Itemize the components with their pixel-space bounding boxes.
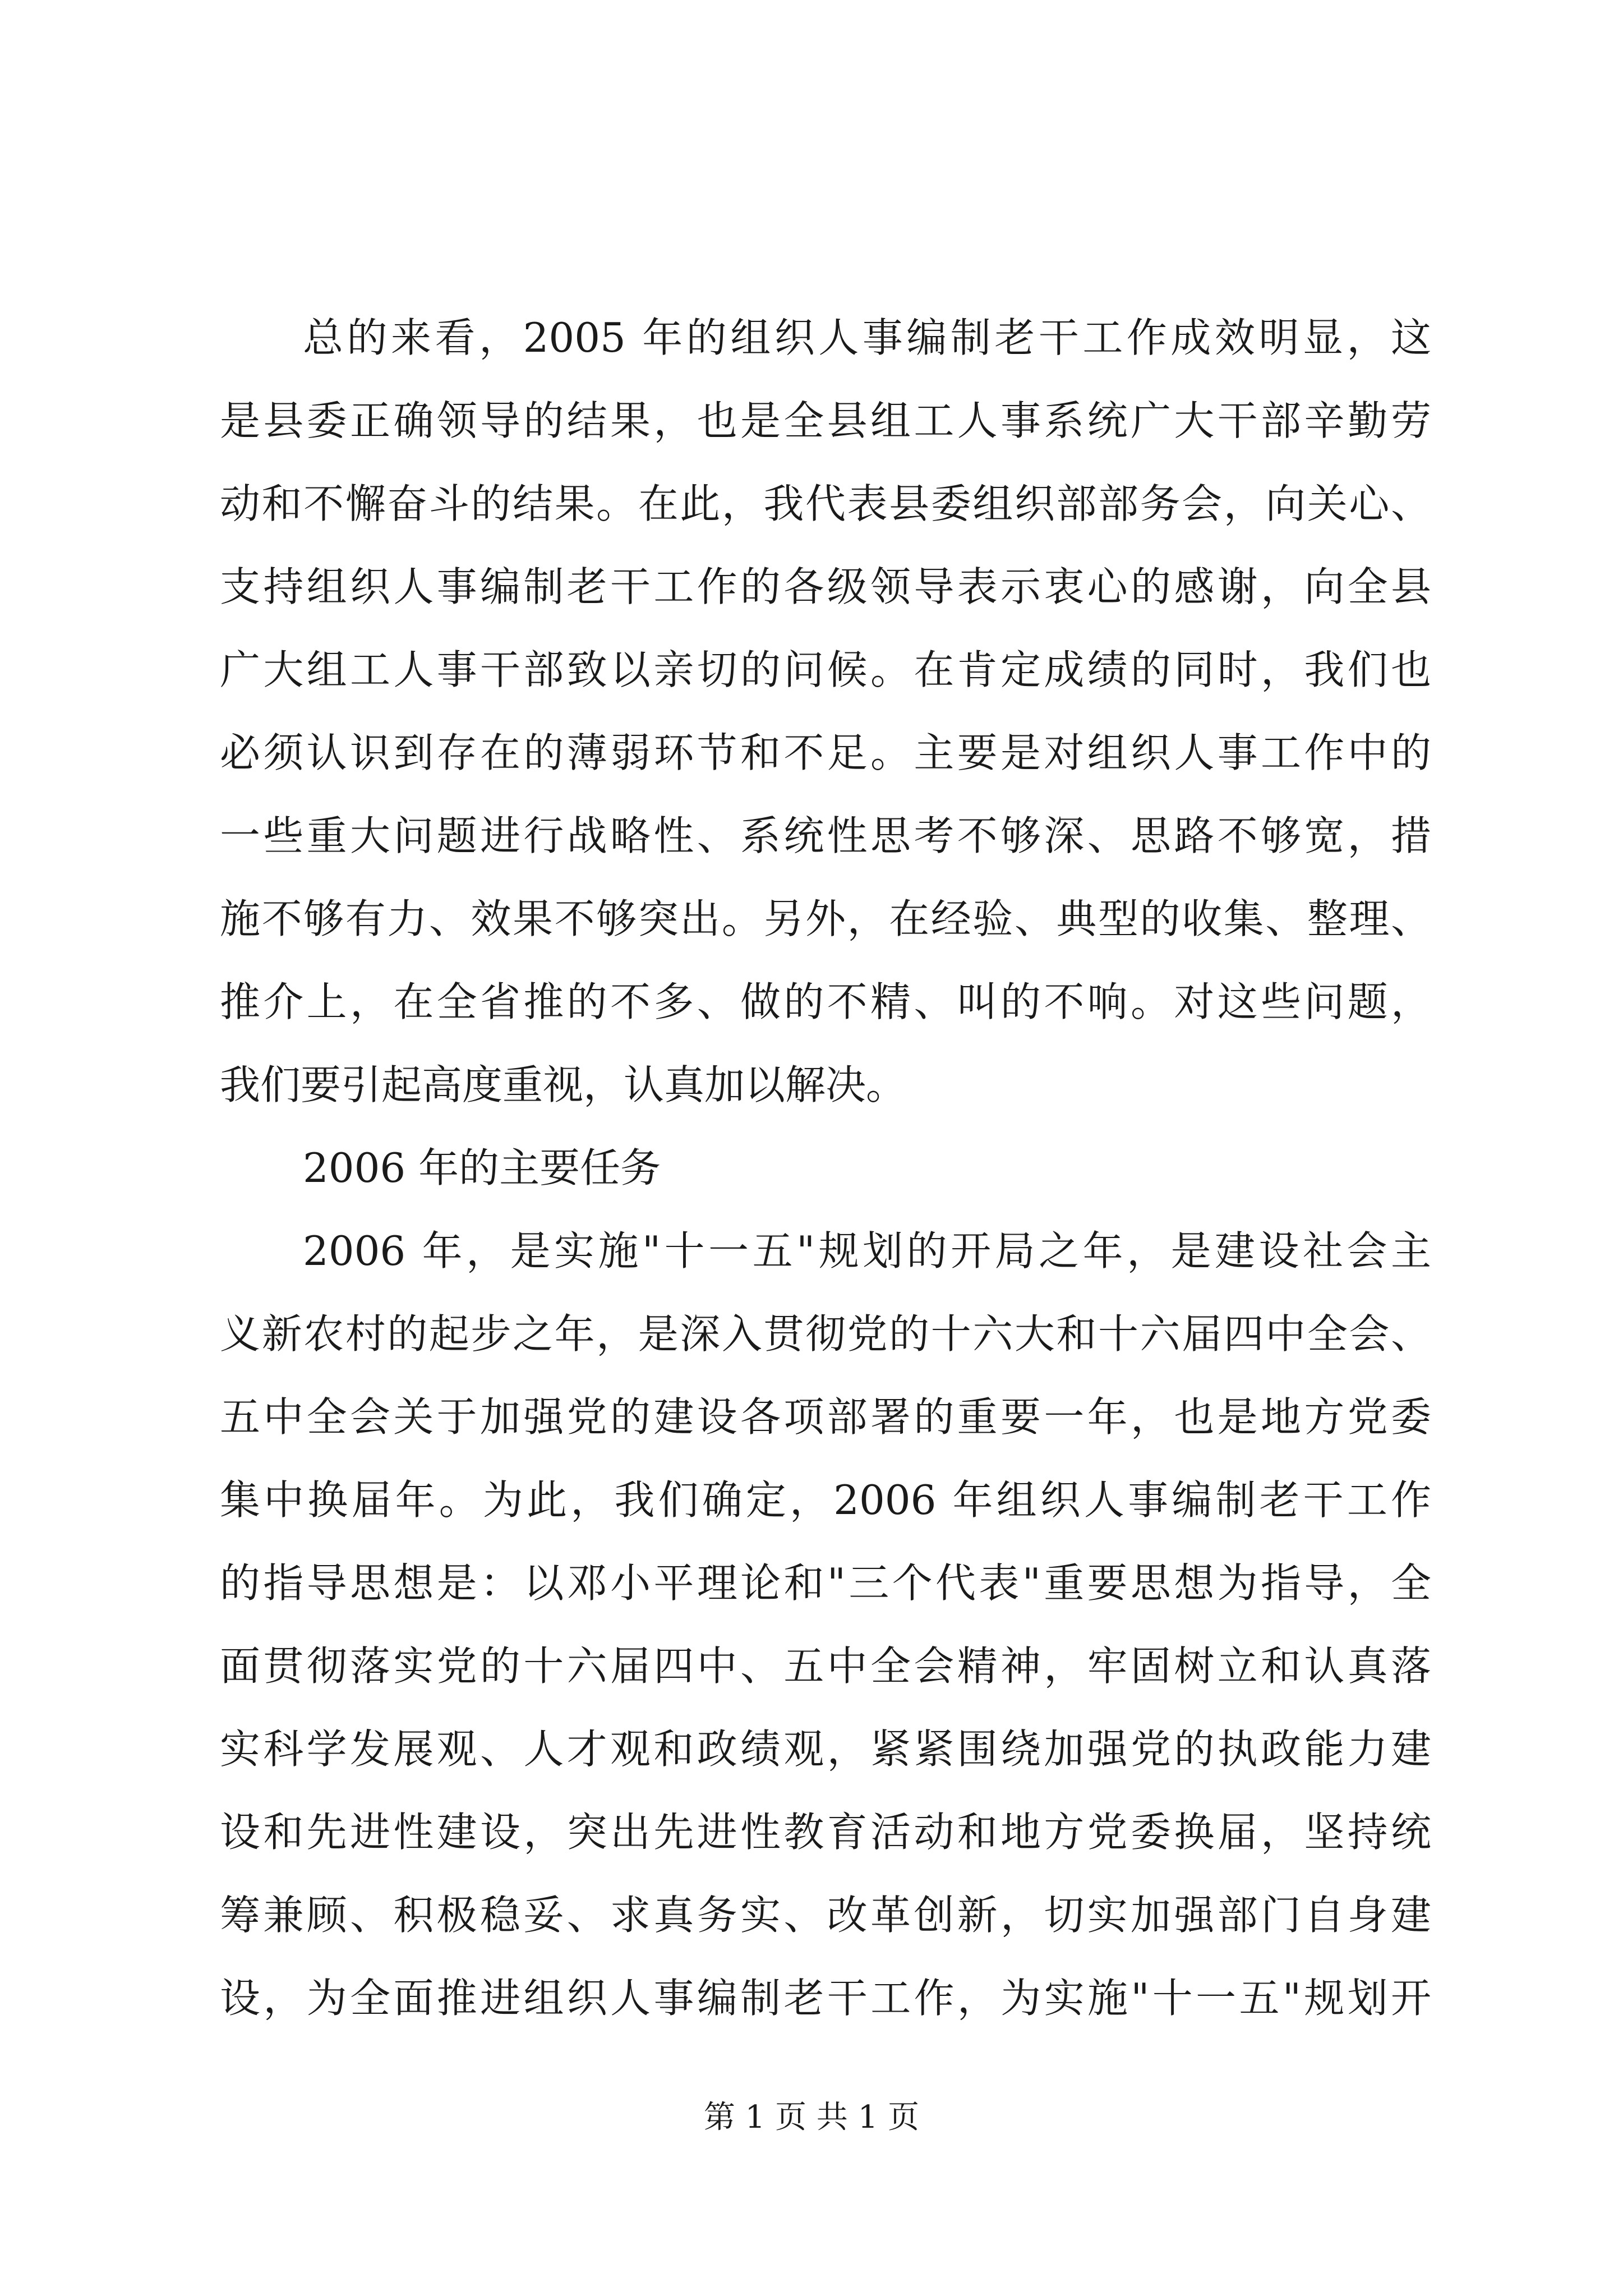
paragraph-line: 实科学发展观、人才观和政绩观，紧紧围绕加强党的执政能力建 bbox=[220, 1726, 1431, 1773]
paragraph-line: 我们要引起高度重视，认真加以解决。 bbox=[220, 1061, 907, 1108]
paragraph-line: 支持组织人事编制老干工作的各级领导表示衷心的感谢，向全县 bbox=[220, 563, 1431, 610]
paragraph-line: 设和先进性建设，突出先进性教育活动和地方党委换届，坚持统 bbox=[220, 1809, 1431, 1856]
page-number-footer: 第 1 页 共 1 页 bbox=[703, 2099, 920, 2136]
paragraph-line: 动和不懈奋斗的结果。在此，我代表县委组织部部务会，向关心、 bbox=[220, 480, 1431, 527]
paragraph-line: 是县委正确领导的结果，也是全县组工人事系统广大干部辛勤劳 bbox=[220, 397, 1431, 444]
paragraph-line: 2006 年，是实施"十一五"规划的开局之年，是建设社会主 bbox=[303, 1227, 1431, 1274]
paragraph-line: 的指导思想是：以邓小平理论和"三个代表"重要思想为指导，全 bbox=[220, 1559, 1431, 1607]
document-body bbox=[220, 296, 1431, 2040]
paragraph-line: 施不够有力、效果不够突出。另外，在经验、典型的收集、整理、 bbox=[220, 895, 1431, 942]
paragraph-line: 推介上，在全省推的不多、做的不精、叫的不响。对这些问题， bbox=[220, 978, 1431, 1025]
paragraph-line: 五中全会关于加强党的建设各项部署的重要一年，也是地方党委 bbox=[220, 1393, 1431, 1441]
paragraph-line: 集中换届年。为此，我们确定，2006 年组织人事编制老干工作 bbox=[220, 1476, 1431, 1524]
paragraph-line: 广大组工人事干部致以亲切的问候。在肯定成绩的同时，我们也 bbox=[220, 646, 1431, 693]
paragraph-line: 义新农村的起步之年，是深入贯彻党的十六大和十六届四中全会、 bbox=[220, 1310, 1431, 1358]
paragraph-line: 筹兼顾、积极稳妥、求真务实、改革创新，切实加强部门自身建 bbox=[220, 1892, 1431, 1939]
paragraph-line: 面贯彻落实党的十六届四中、五中全会精神，牢固树立和认真落 bbox=[220, 1642, 1431, 1690]
paragraph-line: 总的来看，2005 年的组织人事编制老干工作成效明显，这 bbox=[303, 314, 1431, 361]
paragraph-line: 必须认识到存在的薄弱环节和不足。主要是对组织人事工作中的 bbox=[220, 729, 1431, 776]
paragraph-line: 设，为全面推进组织人事编制老干工作，为实施"十一五"规划开 bbox=[220, 1975, 1431, 2022]
section-heading: 2006 年的主要任务 bbox=[303, 1144, 661, 1191]
paragraph-line: 一些重大问题进行战略性、系统性思考不够深、思路不够宽，措 bbox=[220, 812, 1431, 859]
